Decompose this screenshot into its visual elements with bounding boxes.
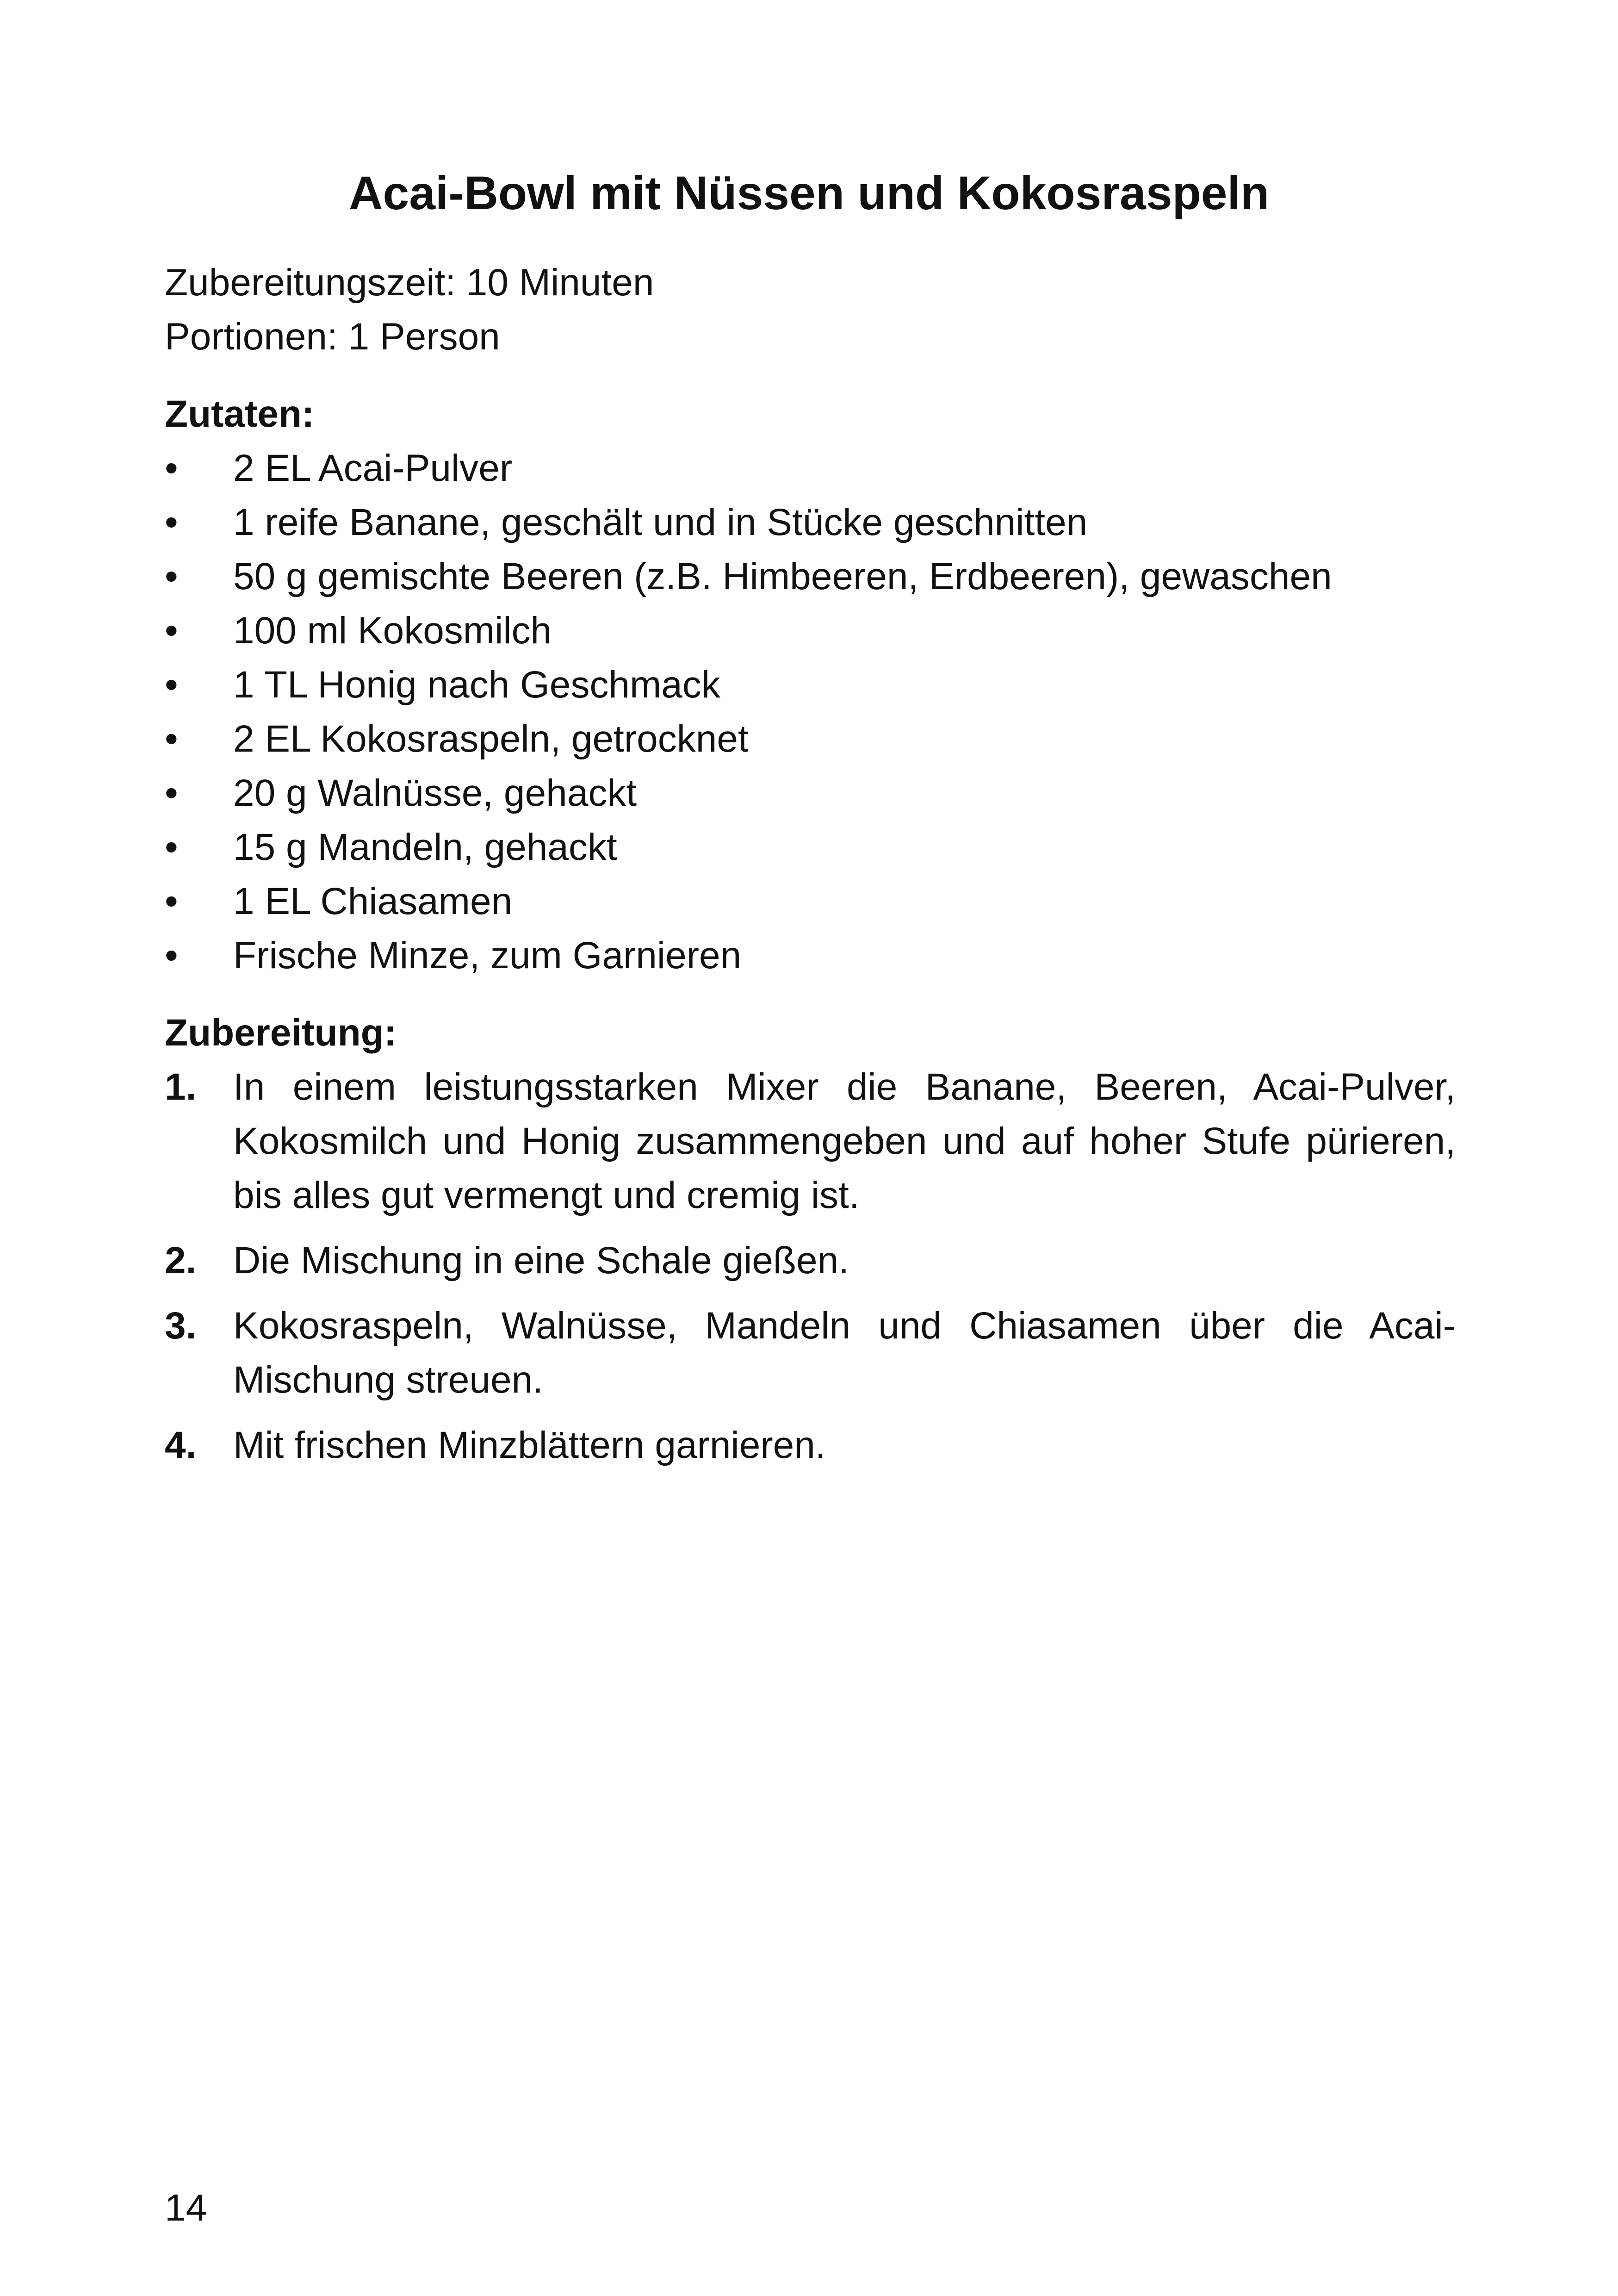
bullet-icon: • bbox=[165, 555, 178, 597]
step-item bbox=[165, 1060, 1456, 1222]
step-number: 4. bbox=[165, 1424, 197, 1466]
page-number: 14 bbox=[165, 2187, 207, 2229]
ingredients-list bbox=[165, 441, 1456, 983]
bullet-icon: • bbox=[165, 934, 178, 977]
recipe-body bbox=[165, 255, 1456, 1483]
ingredient-item bbox=[165, 495, 1456, 549]
ingredient-text: 100 ml Kokosmilch bbox=[233, 610, 552, 652]
bullet-icon: • bbox=[165, 772, 178, 814]
bullet-icon: • bbox=[165, 501, 178, 543]
prep-time: Zubereitungszeit: 10 Minuten bbox=[165, 261, 654, 304]
ingredient-text: 2 EL Kokosraspeln, getrocknet bbox=[233, 718, 749, 760]
ingredient-text: 1 TL Honig nach Geschmack bbox=[233, 664, 720, 706]
ingredient-item bbox=[165, 766, 1456, 820]
ingredient-item bbox=[165, 928, 1456, 983]
step-number: 2. bbox=[165, 1239, 197, 1282]
preparation-steps bbox=[165, 1060, 1456, 1472]
ingredient-text: 15 g Mandeln, gehackt bbox=[233, 826, 617, 868]
ingredient-text: 2 EL Acai-Pulver bbox=[233, 447, 513, 489]
step-text: Die Mischung in eine Schale gießen. bbox=[233, 1239, 849, 1282]
bullet-icon: • bbox=[165, 718, 178, 760]
ingredient-item bbox=[165, 874, 1456, 928]
recipe-title: Acai-Bowl mit Nüssen und Kokosraspeln bbox=[348, 167, 1270, 219]
step-number: 3. bbox=[165, 1305, 197, 1347]
step-text: Mit frischen Minzblättern garnieren. bbox=[233, 1424, 826, 1466]
ingredient-item bbox=[165, 658, 1456, 712]
bullet-icon: • bbox=[165, 610, 178, 652]
step-item bbox=[165, 1233, 1456, 1288]
bullet-icon: • bbox=[165, 880, 178, 922]
step-item bbox=[165, 1418, 1456, 1472]
step-number: 1. bbox=[165, 1066, 197, 1108]
bullet-icon: • bbox=[165, 664, 178, 706]
step-text: In einem leistungsstarken Mixer die Banane, Beeren, Acai-Pulver, Kokosmilch und Honig zusammengeben und auf hoher Stufe pürieren, bis alles gut vermengt und cremig ist. bbox=[233, 1066, 1456, 1216]
ingredients-heading: Zutaten: bbox=[165, 393, 315, 435]
step-item bbox=[165, 1299, 1456, 1407]
ingredient-text: 1 EL Chiasamen bbox=[233, 880, 513, 922]
ingredient-text: 50 g gemischte Beeren (z.B. Himbeeren, Erdbeeren), gewaschen bbox=[233, 555, 1332, 597]
step-text: Kokosraspeln, Walnüsse, Mandeln und Chiasamen über die Acai-Mischung streuen. bbox=[233, 1305, 1456, 1401]
ingredient-item bbox=[165, 549, 1456, 604]
ingredient-text: 20 g Walnüsse, gehackt bbox=[233, 772, 637, 814]
bullet-icon: • bbox=[165, 826, 178, 868]
bullet-icon: • bbox=[165, 447, 178, 489]
ingredient-item bbox=[165, 441, 1456, 495]
preparation-heading: Zubereitung: bbox=[165, 1012, 397, 1054]
ingredient-text: 1 reife Banane, geschält und in Stücke geschnitten bbox=[233, 501, 1088, 543]
ingredient-item bbox=[165, 820, 1456, 874]
ingredient-item bbox=[165, 604, 1456, 658]
ingredient-text: Frische Minze, zum Garnieren bbox=[233, 934, 742, 977]
ingredient-item bbox=[165, 712, 1456, 766]
servings: Portionen: 1 Person bbox=[165, 316, 500, 358]
